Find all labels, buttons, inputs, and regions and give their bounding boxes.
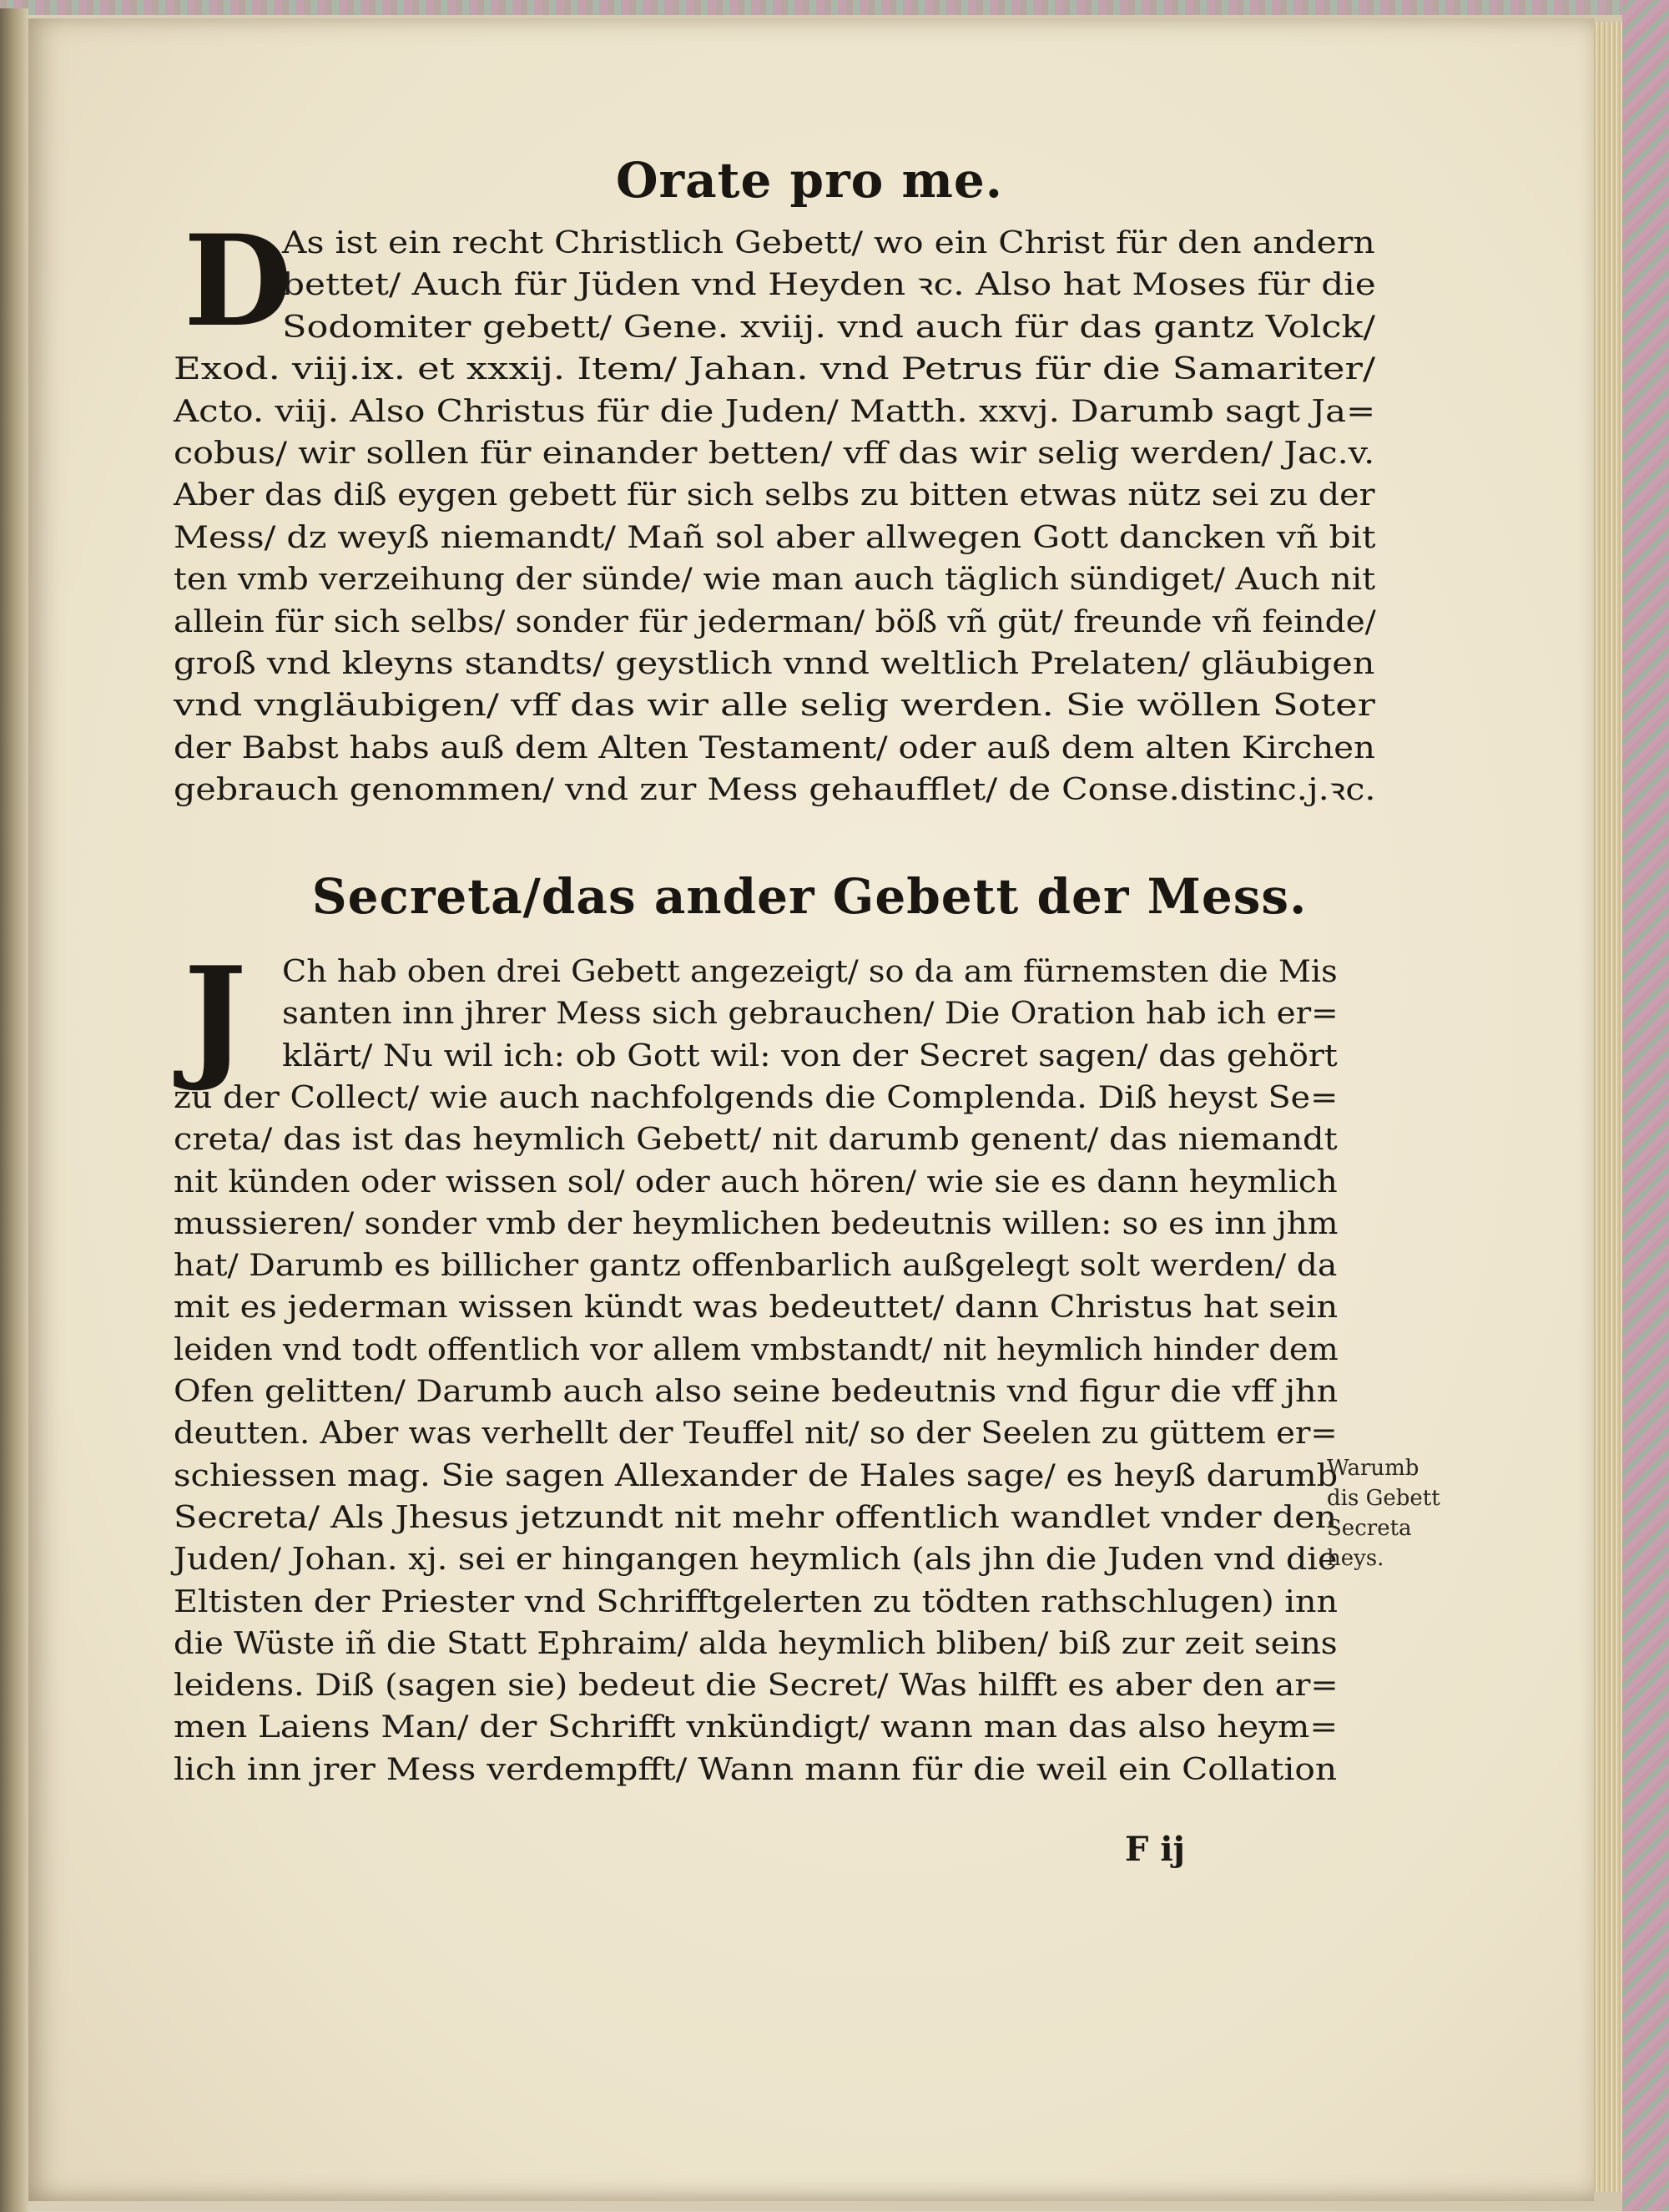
heading-orate-pro-me: Orate pro me. — [615, 152, 1003, 209]
text-line: die Wüste iñ die Statt Ephraim/ alda heymlich bliben/ biß zur zeit seins — [174, 1626, 1338, 1661]
text-line: gebrauch genommen/ vnd zur Mess gehaufflet/ de Conse.distinc.j.ꝛc. — [174, 773, 1376, 808]
text-line: hat/ Darumb es billicher gantz offenbarlich außgelegt solt werden/ da — [174, 1249, 1338, 1284]
text-line: lich inn jrer Mess verdempfft/ Wann mann für die weil ein Collation — [174, 1752, 1338, 1787]
text-line: klärt/ Nu wil ich: ob Gott wil: von der Secret sagen/ das gehört — [282, 1038, 1338, 1073]
text-line: nit künden oder wissen sol/ oder auch hören/ wie sie es dann heymlich — [174, 1164, 1338, 1199]
margin-note-line: Warumb — [1327, 1456, 1419, 1481]
signature-mark: F ij — [1125, 1830, 1185, 1869]
text-line: groß vnd kleyns standts/ geystlich vnnd weltlich Prelaten/ gläubigen — [174, 647, 1375, 681]
drop-capital-d: D — [184, 208, 293, 355]
text-line: leidens. Diß (sagen sie) bedeut die Secret/ Was hilfft es aber den ar= — [174, 1669, 1339, 1704]
text-line: der Babst habs auß dem Alten Testament/ oder auß dem alten Kirchen — [174, 730, 1375, 765]
text-line: Ofen gelitten/ Darumb auch also seine bedeutnis vnd figur die vff jhn — [174, 1375, 1339, 1409]
text-line: allein für sich selbs/ sonder für jederman/ böß vñ güt/ freunde vñ feinde/ — [174, 604, 1376, 639]
text-line: leiden vnd todt offentlich vor allem vmbstandt/ nit heymlich hinder dem — [174, 1332, 1339, 1367]
book-page — [25, 18, 1594, 2201]
text-line: Exod. viij.ix. et xxxij. Item/ Jahan. vnd Petrus für die Samariter/ — [174, 352, 1376, 387]
text-line: Eltisten der Priester vnd Schrifftgelerten zu tödten rathschlugen) inn — [174, 1584, 1338, 1619]
page-stack — [1589, 22, 1622, 2192]
text-line: cobus/ wir sollen für einander betten/ vff das wir selig werden/ Jac.v. — [174, 437, 1375, 471]
heading-secreta: Secreta/das ander Gebett der Mess. — [311, 868, 1308, 925]
text-line: Acto. viij. Also Christus für die Juden/ Matth. xxvj. Darumb sagt Ja= — [174, 394, 1376, 429]
text-line: mit es jederman wissen kündt was bedeuttet/ dann Christus hat sein — [174, 1290, 1339, 1326]
text-line: Sodomiter gebett/ Gene. xviij. vnd auch für das gantz Volck/ — [282, 310, 1375, 345]
text-line: Aber das diß eygen gebett für sich selbs zu bitten etwas nütz sei zu der — [174, 478, 1375, 513]
text-line: zu der Collect/ wie auch nachfolgends die Complenda. Diß heyst Se= — [174, 1080, 1339, 1115]
cover-top-edge — [0, 0, 1669, 15]
text-line: mussieren/ sonder vmb der heymlichen bedeutnis willen: so es inn jhm — [174, 1206, 1339, 1241]
text-line: deutten. Aber was verhellt der Teuffel nit/ so der Seelen zu güttem er= — [174, 1417, 1338, 1452]
text-line: Ch hab oben drei Gebett angezeigt/ so da am fürnemsten die Mis — [282, 955, 1338, 989]
text-line: Juden/ Johan. xj. sei er hingangen heymlich (als jhn die Juden vnd die — [174, 1543, 1338, 1578]
text-line: bettet/ Auch für Jüden vnd Heyden ꝛc. Also hat Moses für die — [282, 268, 1376, 303]
margin-note-line: heys. — [1327, 1546, 1384, 1571]
text-line: Secreta/ Als Jhesus jetzundt nit mehr offentlich wandlet vnder den — [174, 1500, 1338, 1535]
drop-capital-j: J — [184, 937, 247, 1094]
cover-fore-edge — [1622, 0, 1669, 2211]
text-line: ten vmb verzeihung der sünde/ wie man auch täglich sündiget/ Auch nit — [174, 563, 1376, 598]
text-line: vnd vngläubigen/ vff das wir alle selig werden. Sie wöllen Soter — [174, 689, 1375, 724]
text-line: As ist ein recht Christlich Gebett/ wo ein Christ für den andern — [282, 226, 1375, 260]
text-line: men Laiens Man/ der Schrifft vnkündigt/ wann man das also heym= — [174, 1710, 1339, 1745]
text-line: santen inn jhrer Mess sich gebrauchen/ Die Oration hab ich er= — [282, 997, 1339, 1032]
margin-note-line: dis Gebett — [1327, 1486, 1440, 1511]
text-line: creta/ das ist das heymlich Gebett/ nit darumb genent/ das niemandt — [174, 1123, 1338, 1158]
text-line: Mess/ dz weyß niemandt/ Mañ sol aber allwegen Gott dancken vñ bit — [174, 520, 1376, 555]
text-line: schiessen mag. Sie sagen Allexander de Hales sage/ es heyß darumb — [174, 1458, 1339, 1493]
margin-note-line: Secreta — [1327, 1516, 1412, 1541]
gutter-shadow — [0, 8, 28, 2212]
